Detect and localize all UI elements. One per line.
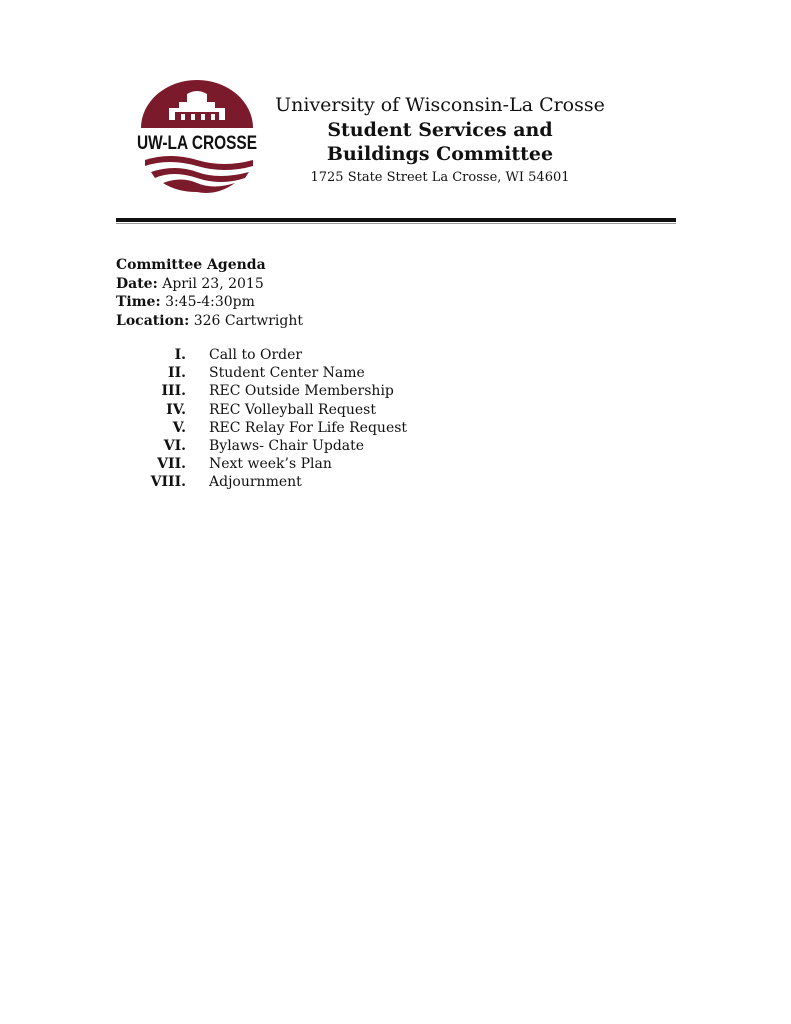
item-text: Bylaws- Chair Update bbox=[209, 438, 365, 455]
time-value: 3:45-4:30pm bbox=[165, 294, 255, 310]
list-item bbox=[116, 419, 407, 437]
list-item bbox=[116, 455, 407, 473]
item-text: REC Relay For Life Request bbox=[209, 419, 408, 436]
list-item bbox=[116, 437, 407, 455]
item-text: REC Outside Membership bbox=[209, 383, 394, 400]
committee-name-line2: Buildings Committee bbox=[326, 143, 554, 165]
list-item bbox=[116, 473, 407, 491]
location-label: Location: bbox=[116, 312, 190, 329]
header-divider-shadow bbox=[116, 223, 676, 224]
item-text: Call to Order bbox=[209, 347, 303, 363]
item-number: V. bbox=[172, 419, 186, 436]
item-number: VI. bbox=[163, 438, 186, 455]
item-number: VII. bbox=[157, 456, 186, 473]
item-number: III. bbox=[161, 383, 186, 400]
list-item bbox=[116, 346, 407, 364]
address: 1725 State Street La Crosse, WI 54601 bbox=[310, 170, 570, 185]
time-label: Time: bbox=[116, 294, 161, 310]
item-number: VIII. bbox=[150, 474, 186, 491]
agenda-meta bbox=[116, 256, 303, 330]
uw-la-crosse-logo bbox=[135, 80, 259, 196]
item-text: Student Center Name bbox=[209, 365, 365, 382]
item-text: REC Volleyball Request bbox=[209, 401, 376, 418]
date-label: Date: bbox=[116, 275, 158, 292]
committee-name-line1: Student Services and bbox=[327, 119, 553, 141]
item-text: Next week’s Plan bbox=[209, 456, 332, 473]
item-number: II. bbox=[168, 365, 186, 382]
agenda-list bbox=[116, 346, 407, 492]
list-item bbox=[116, 382, 407, 400]
university-name: University of Wisconsin-La Crosse bbox=[275, 94, 605, 116]
agenda-heading: Committee Agenda bbox=[116, 257, 266, 273]
item-number: IV. bbox=[166, 401, 186, 418]
item-number: I. bbox=[174, 347, 186, 363]
letterhead bbox=[270, 92, 610, 188]
item-text: Adjournment bbox=[209, 474, 302, 491]
list-item bbox=[116, 364, 407, 382]
list-item bbox=[116, 401, 407, 419]
header-divider bbox=[116, 218, 676, 222]
location-value: 326 Cartwright bbox=[193, 312, 304, 329]
svg-text:UW-LA CROSSE: UW-LA CROSSE bbox=[137, 133, 257, 154]
date-value: April 23, 2015 bbox=[162, 275, 264, 292]
